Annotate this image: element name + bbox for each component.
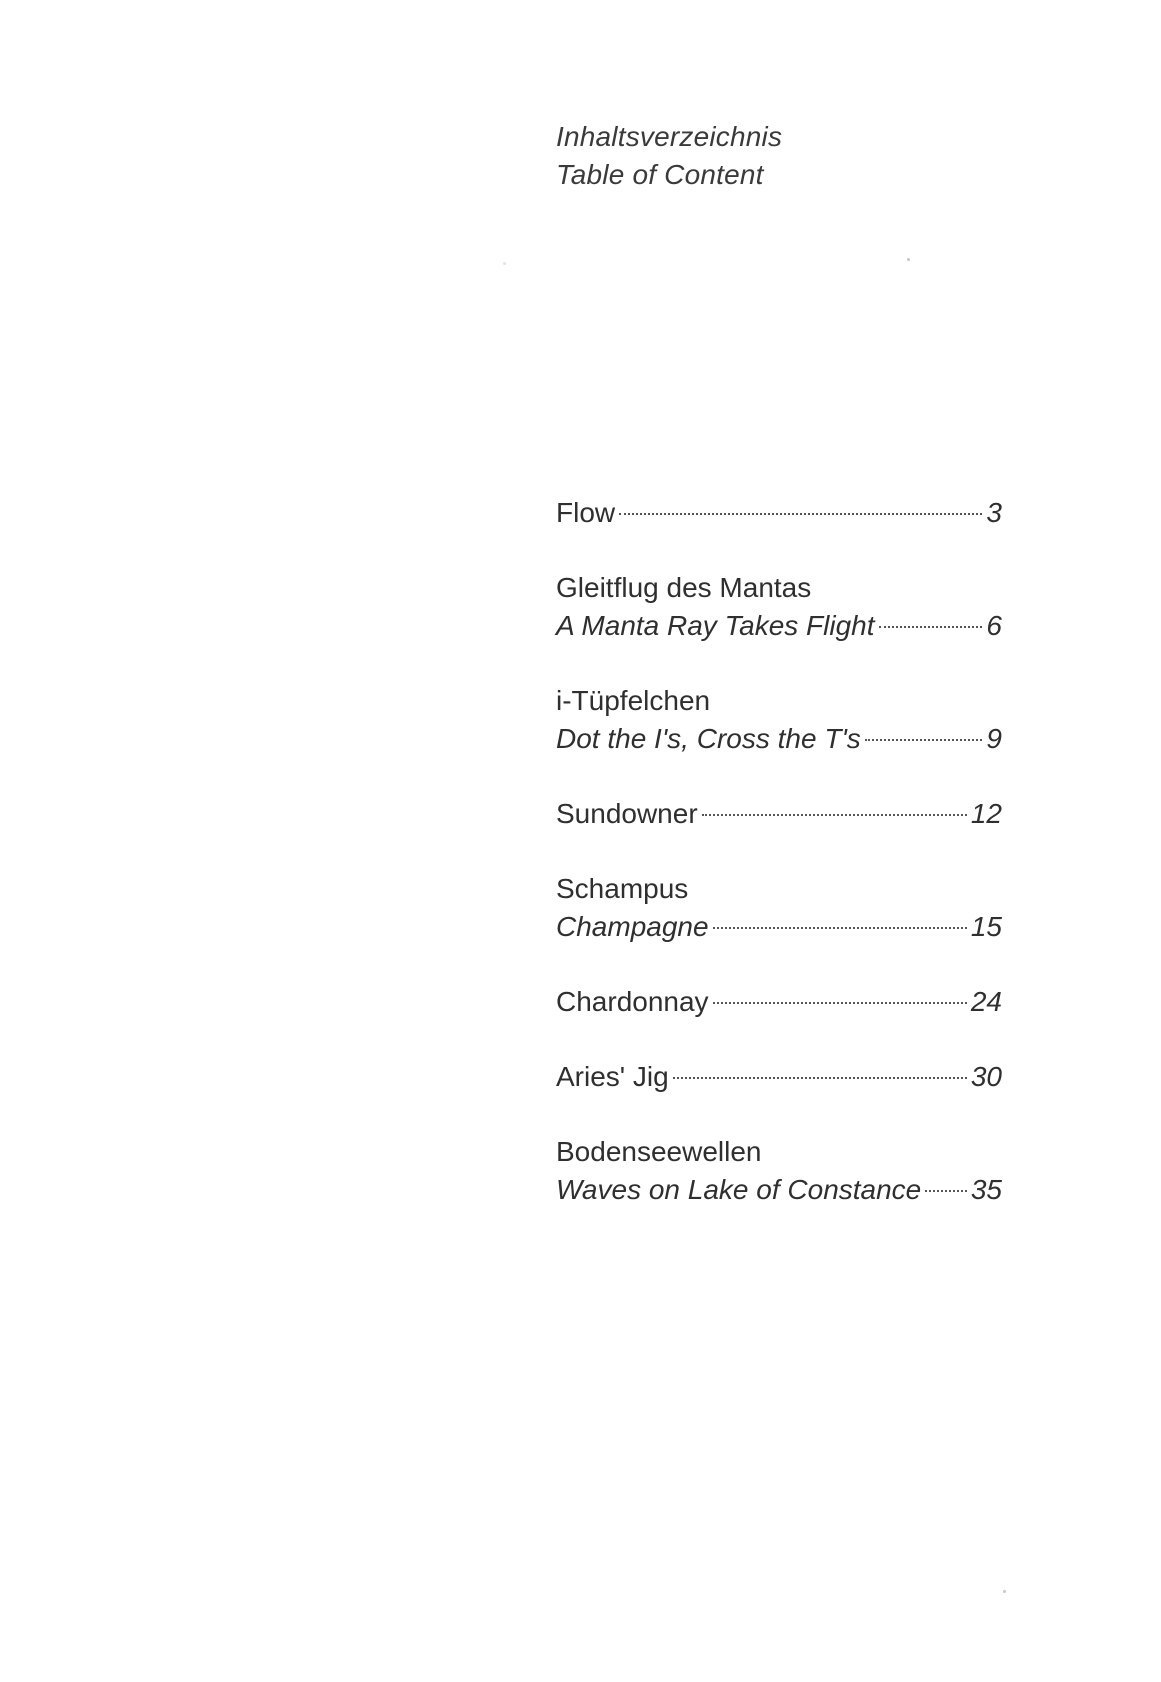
toc-row [556,795,1002,833]
dot-leader [925,1190,967,1192]
dot-leader [713,1002,967,1004]
entry-title: Bodenseewellen [556,1136,762,1167]
page-number: 24 [970,986,1002,1017]
heading-german: Inhaltsverzeichnis [556,121,783,152]
entry-subtitle: Dot the I's, Cross the T's [556,723,861,754]
toc-row [556,1058,1002,1096]
dot-leader [879,626,983,628]
dot-leader [673,1077,967,1079]
toc-entry [556,1058,1002,1096]
entry-subtitle: Champagne [556,911,709,942]
toc-entry [556,870,1002,946]
toc-heading [556,118,782,194]
toc-row [556,607,1002,645]
toc-entry [556,983,1002,1021]
entry-title: Schampus [556,873,689,904]
page-number: 35 [970,1174,1002,1205]
entry-subtitle: A Manta Ray Takes Flight [556,610,875,641]
entry-title: Sundowner [556,798,698,829]
page-number: 6 [986,610,1002,641]
page-number: 15 [970,911,1002,942]
toc-row [556,908,1002,946]
scan-speck [1003,1590,1006,1593]
heading-english: Table of Content [556,159,764,190]
entry-title: Chardonnay [556,986,709,1017]
entry-title: Aries' Jig [556,1061,669,1092]
dot-leader [619,513,982,515]
toc-entry [556,569,1002,645]
toc-entry [556,682,1002,758]
page-number: 3 [986,497,1002,528]
entry-title: Gleitflug des Mantas [556,572,812,603]
table-of-contents [556,494,1002,1246]
entry-title: i-Tüpfelchen [556,685,711,716]
entry-subtitle: Waves on Lake of Constance [556,1174,922,1205]
toc-entry [556,1133,1002,1209]
dot-leader [713,927,967,929]
toc-row [556,1171,1002,1209]
dot-leader [865,739,983,741]
page-number: 30 [970,1061,1002,1092]
scan-speck [907,258,910,261]
toc-entry [556,494,1002,532]
entry-title: Flow [556,497,616,528]
toc-row [556,494,1002,532]
toc-row [556,720,1002,758]
toc-row [556,983,1002,1021]
page-number: 12 [970,798,1002,829]
toc-entry [556,795,1002,833]
dot-leader [702,814,967,816]
scan-speck [503,262,506,265]
page-number: 9 [986,723,1002,754]
